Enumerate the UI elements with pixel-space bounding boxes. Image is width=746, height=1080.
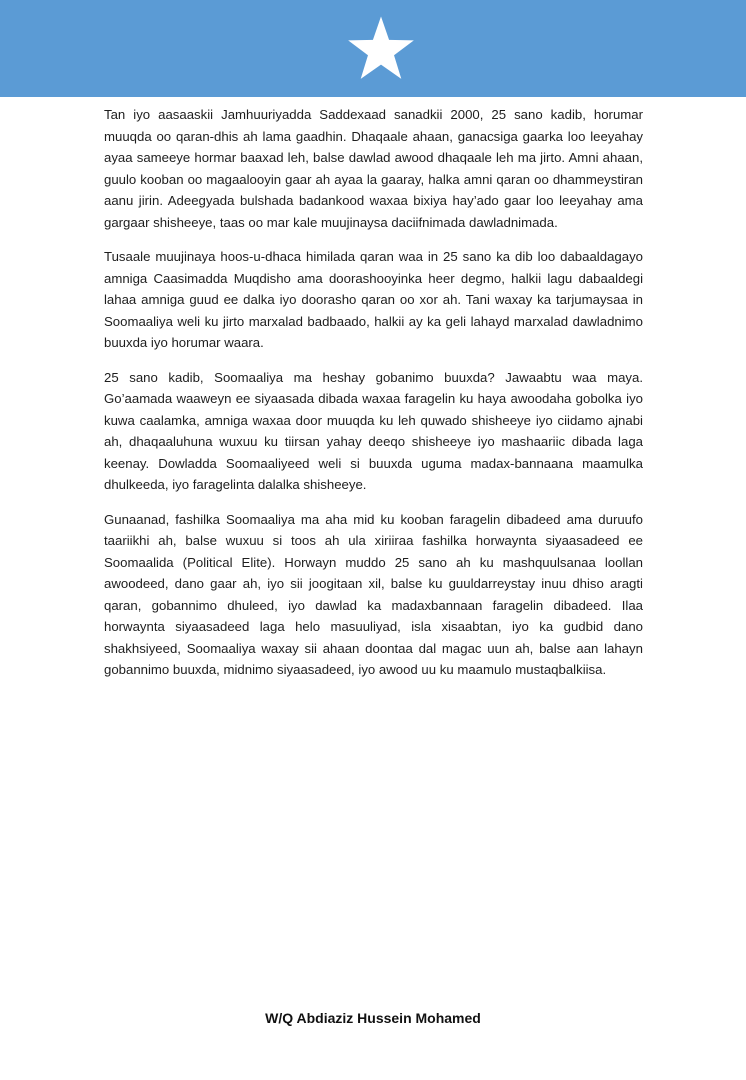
paragraph-1: Tan iyo aasaaskii Jamhuuriyadda Saddexaad sanadkii 2000, 25 sano kadib, horumar muuqda oo qaran-dhis ah lama gaadhin. Dhaqaale ahaan, ganacsiga gaarka loo leeyahay ayaa sameeye hormar baaxad leh, balse dawlad awood dhaqaale leh ma jirto. Amni ahaan, guulo kooban oo magaalooyin gaar ah ayaa la gaaray, halka amni qaran oo dhammeystiran aanu jirin. Adeegyada bulshada badankood waxaa bixiya hay’ado gaar loo leeyahay ama gargaar shisheeye, taas oo mar kale muujinaysa daciifnimada dawladnimada. [104, 107, 643, 230]
paragraph-4: Gunaanad, fashilka Soomaaliya ma aha mid ku kooban faragelin dibadeed ama duruufo taariikhi ah, balse wuxuu si toos ah ula xiriiraa fashilka horwaynta siyaasadeed ee Soomaalida (Political Elite). Horwayn muddo 25 sano ah ku mashquulsanaa loollan awoodeed, dano gaar ah, iyo sii joogitaan xil, balse ku guuldarreystay inuu dhiso aragti qaran, gobannimo dhuleed, iyo dawlad ka madaxbannaan faragelin dibadeed. Ilaa horwaynta siyaasadeed laga helo masuuliyad, isla xisaabtan, iyo ka gudbid dano shakhsiyeed, Soomaaliya waxay sii ahaan doontaa dal magac uun ah, balse aan lahayn gobannimo buuxda, midnimo siyaasadeed, iyo awood uu ku maamulo mustaqbalkiisa. [104, 511, 643, 677]
flag-header-band [0, 0, 746, 97]
star-icon [345, 15, 417, 87]
article-body [104, 104, 643, 694]
author-signature: W/Q Abdiaziz Hussein Mohamed [265, 1010, 481, 1026]
paragraph-2: Tusaale muujinaya hoos-u-dhaca himilada qaran waa in 25 sano ka dib loo dabaaldagayo amniga Caasimadda Muqdisho ama doorashooyinka heer degmo, halkii lagu dabaaldegi lahaa amniga guud ee dalka iyo doorasho qaran oo xor ah. Tani waxay ka tarjumaysaa in Soomaaliya weli ku jirto marxalad badbaado, halkii ay ka geli lahayd marxalad dawladnimo buuxda iyo horumar waara. [104, 249, 643, 350]
paragraph-3: 25 sano kadib, Soomaaliya ma heshay gobanimo buuxda? Jawaabtu waa maya. Go’aamada waaweyn ee siyaasada dibada waxaa faragelin ku haya awoodaha gobolka iyo kuwa caalamka, amniga waxaa door muuqda ku leh quwado shisheeye iyo ciidamo ajnabi ah, dhaqaaluhuna wuxuu ku tiirsan yahay deeqo shisheeye iyo mashaariic dibada laga keenay. Dowladda Soomaaliyeed weli si buuxda uguma madax-bannaana maamulka dhulkeeda, iyo faragelinta dalalka shisheeye. [104, 369, 643, 492]
